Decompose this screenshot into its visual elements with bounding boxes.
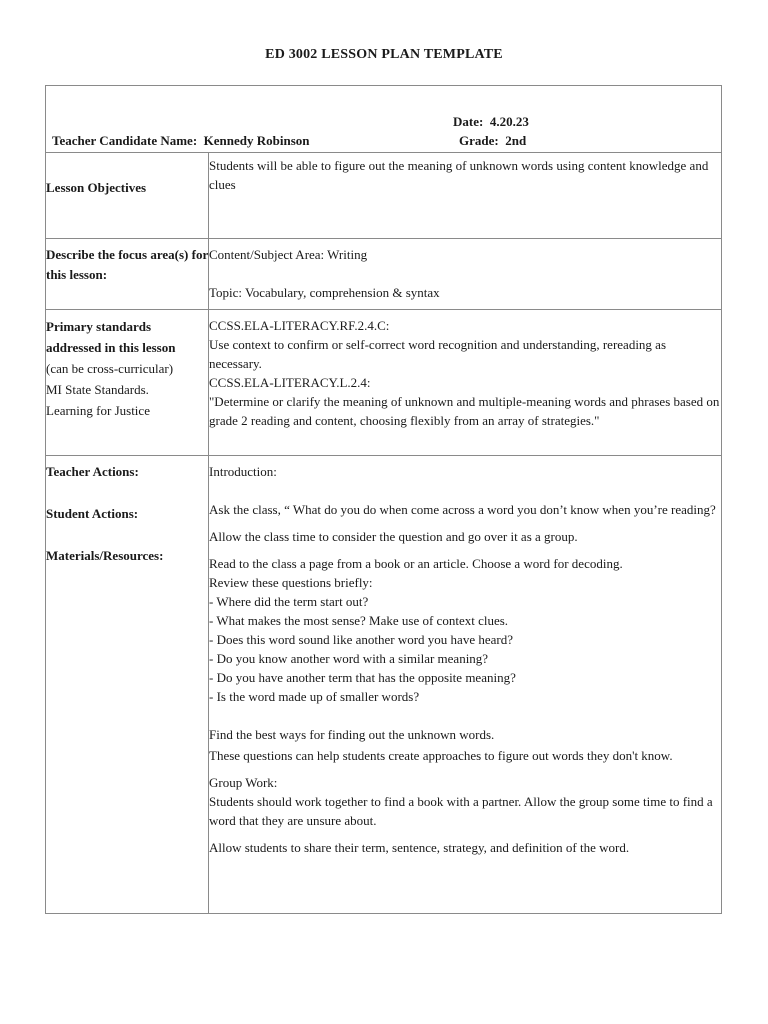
grade-field: Grade: 2nd	[459, 133, 527, 148]
student-actions-label: Student Actions:	[46, 506, 139, 521]
materials-label: Materials/Resources:	[46, 548, 164, 563]
standards-note-1: (can be cross-curricular)	[46, 361, 174, 376]
read-text: Read to the class a page from a book or an article. Choose a word for decoding.	[209, 556, 623, 571]
standards-value-cell	[209, 310, 722, 456]
question-item: - What makes the most sense? Make use of context clues.	[209, 613, 509, 628]
focus-label: Describe the focus area(s) for this lesson:	[46, 247, 208, 282]
focus-row	[46, 239, 722, 310]
question-item: - Do you have another term that has the opposite meaning?	[209, 670, 516, 685]
objectives-value-cell	[209, 153, 722, 239]
question-item: - Is the word made up of smaller words?	[209, 689, 420, 704]
objectives-text: Students will be able to figure out the meaning of unknown words using content knowledge and clues	[209, 158, 709, 192]
question-item: - Do you know another word with a similar meaning?	[209, 651, 489, 666]
date-value: 4.20.23	[489, 114, 529, 129]
focus-subject: Content/Subject Area: Writing	[209, 247, 368, 262]
question-item: - Where did the term start out?	[209, 594, 369, 609]
teacher-name-field: Teacher Candidate Name: Kennedy Robinson	[52, 133, 310, 148]
ask-text: Ask the class, “ What do you do when come across a word you don’t know when you’re reading?	[209, 502, 716, 517]
standard-code-2: CCSS.ELA-LITERACY.L.2.4:	[209, 375, 371, 390]
objectives-label: Lesson Objectives	[46, 180, 147, 195]
allow-text: Allow the class time to consider the question and go over it as a group.	[209, 529, 578, 544]
focus-topic: Topic: Vocabulary, comprehension & syntax	[209, 285, 440, 300]
header-row	[46, 86, 722, 153]
lesson-plan-table	[45, 85, 722, 914]
header-cell	[46, 86, 722, 153]
standards-row	[46, 310, 722, 456]
intro-heading: Introduction:	[209, 464, 277, 479]
these-text: These questions can help students create approaches to figure out words they don't know.	[209, 748, 673, 763]
share-text: Allow students to share their term, sentence, strategy, and definition of the word.	[209, 840, 630, 855]
standards-label: Primary standards addressed in this lesson	[46, 319, 176, 355]
document-title: ED 3002 LESSON PLAN TEMPLATE	[265, 47, 503, 62]
find-text: Find the best ways for finding out the unknown words.	[209, 727, 495, 742]
focus-label-cell	[46, 239, 209, 310]
standard-text-1: Use context to confirm or self-correct word recognition and understanding, rereading as necessary.	[209, 337, 667, 371]
actions-value-cell	[209, 456, 722, 914]
objectives-row	[46, 153, 722, 239]
standards-note-2: MI State Standards.	[46, 382, 149, 397]
actions-label-cell	[46, 456, 209, 914]
date-field: Date: 4.20.23	[453, 114, 529, 129]
objectives-label-cell	[46, 153, 209, 239]
group-work-text: Students should work together to find a book with a partner. Allow the group some time to find a word that they are unsure about.	[209, 794, 713, 828]
standard-text-2: "Determine or clarify the meaning of unknown and multiple-meaning words and phrases based on grade 2 reading and content, choosing flexibly from an array of strategies."	[209, 394, 720, 428]
standards-note-3: Learning for Justice	[46, 403, 150, 418]
standards-label-cell	[46, 310, 209, 456]
review-text: Review these questions briefly:	[209, 575, 373, 590]
group-work-heading: Group Work:	[209, 775, 278, 790]
grade-value: 2nd	[505, 133, 527, 148]
teacher-name-value: Kennedy Robinson	[203, 133, 310, 148]
actions-row	[46, 456, 722, 914]
focus-value-cell	[209, 239, 722, 310]
teacher-actions-label: Teacher Actions:	[46, 464, 139, 479]
standard-code-1: CCSS.ELA-LITERACY.RF.2.4.C:	[209, 318, 390, 333]
question-item: - Does this word sound like another word you have heard?	[209, 632, 513, 647]
